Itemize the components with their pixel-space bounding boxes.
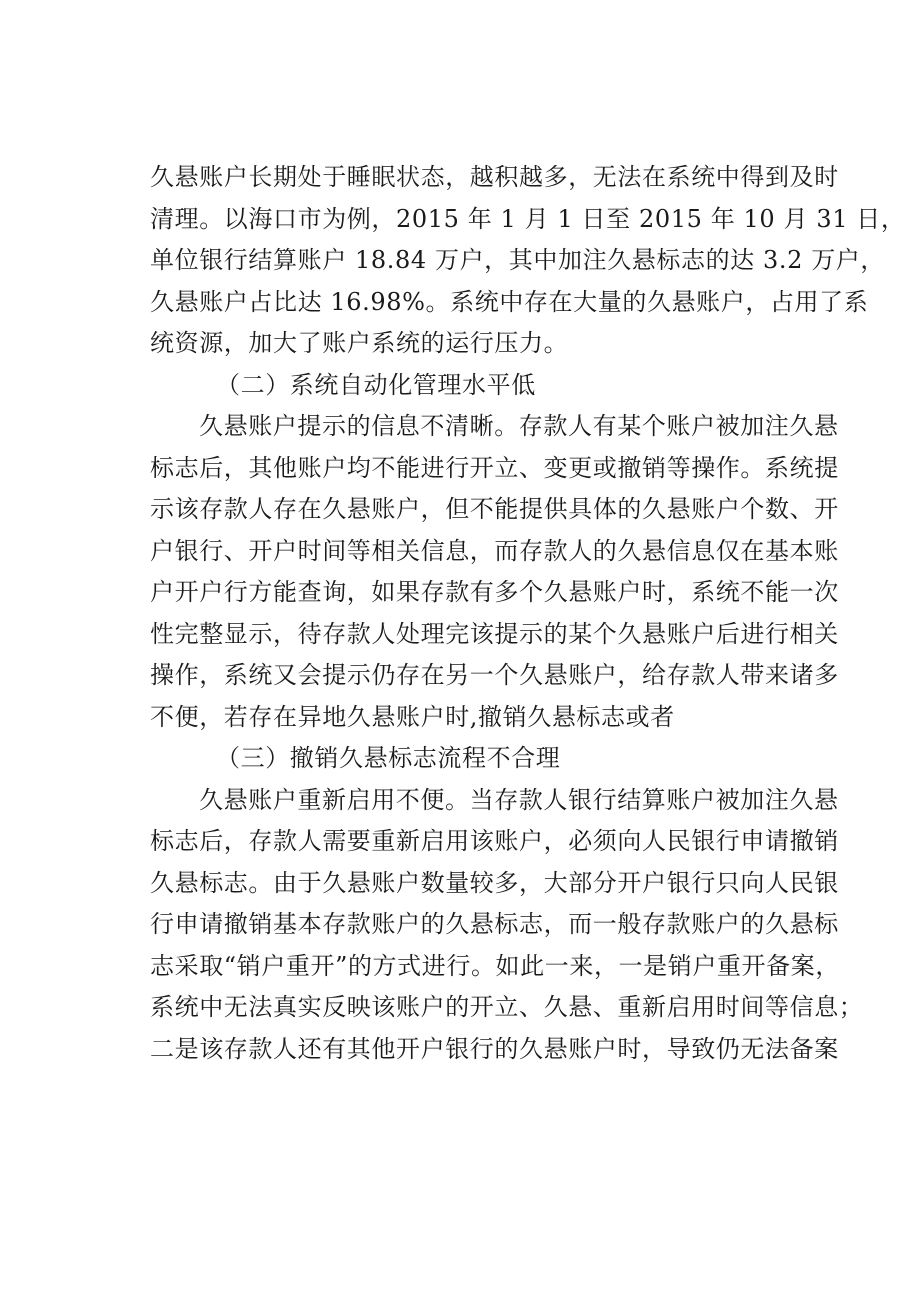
text-line: 行申请撤销基本存款账户的久悬标志，而一般存款账户的久悬标 — [150, 910, 839, 938]
text-line: 操作，系统又会提示仍存在另一个久悬账户，给存款人带来诸多 — [150, 661, 839, 689]
text-line: 久悬账户占比达 16.98%。系统中存在大量的久悬账户，占用了系 — [150, 287, 869, 316]
text-line: 示该存款人存在久悬账户，但不能提供具体的久悬账户个数、开 — [150, 495, 839, 523]
text-line: 标志后，其他账户均不能进行开立、变更或撤销等操作。系统提 — [150, 453, 839, 482]
text-line: 二是该存款人还有其他开户银行的久悬账户时，导致仍无法备案 — [150, 1034, 839, 1063]
text-line: 统资源，加大了账户系统的运行压力。 — [150, 329, 569, 357]
text-line: 久悬账户提示的信息不清晰。存款人有某个账户被加注久悬 — [199, 412, 839, 440]
text-line: 户银行、开户时间等相关信息，而存款人的久悬信息仅在基本账 — [150, 536, 839, 565]
section-heading-2: （二）系统自动化管理水平低 — [216, 370, 536, 399]
section-heading-3: （三）撤销久悬标志流程不合理 — [216, 744, 561, 772]
paragraph-reactivation — [150, 780, 864, 1071]
text-line: 志采取“销户重开”的方式进行。如此一来，一是销户重开备案， — [150, 951, 840, 980]
text-line: 系统中无法真实反映该账户的开立、久悬、重新启用时间等信息； — [150, 993, 864, 1021]
text-line: 单位银行结算账户 18.84 万户，其中加注久悬标志的达 3.2 万户， — [150, 246, 885, 274]
document-body — [150, 157, 906, 1070]
text-line: 久悬标志。由于久悬账户数量较多，大部分开户银行只向人民银 — [150, 868, 839, 897]
text-line: 不便，若存在异地久悬账户时,撤销久悬标志或者 — [150, 702, 675, 731]
text-line: 户开户行方能查询，如果存款有多个久悬账户时，系统不能一次 — [150, 578, 839, 606]
paragraph-unclear-info — [150, 406, 839, 738]
text-line: 久悬账户重新启用不便。当存款人银行结算账户被加注久悬 — [199, 785, 839, 814]
text-line: 标志后，存款人需要重新启用该账户，必须向人民银行申请撤销 — [150, 827, 839, 855]
text-line: 性完整显示，待存款人处理完该提示的某个久悬账户后进行相关 — [150, 619, 839, 648]
paragraph-continuation — [150, 157, 906, 365]
text-line: 久悬账户长期处于睡眠状态，越积越多，无法在系统中得到及时 — [150, 163, 839, 191]
text-line: 清理。以海口市为例，2015 年 1 月 1 日至 2015 年 10 月 31 日， — [150, 204, 906, 233]
